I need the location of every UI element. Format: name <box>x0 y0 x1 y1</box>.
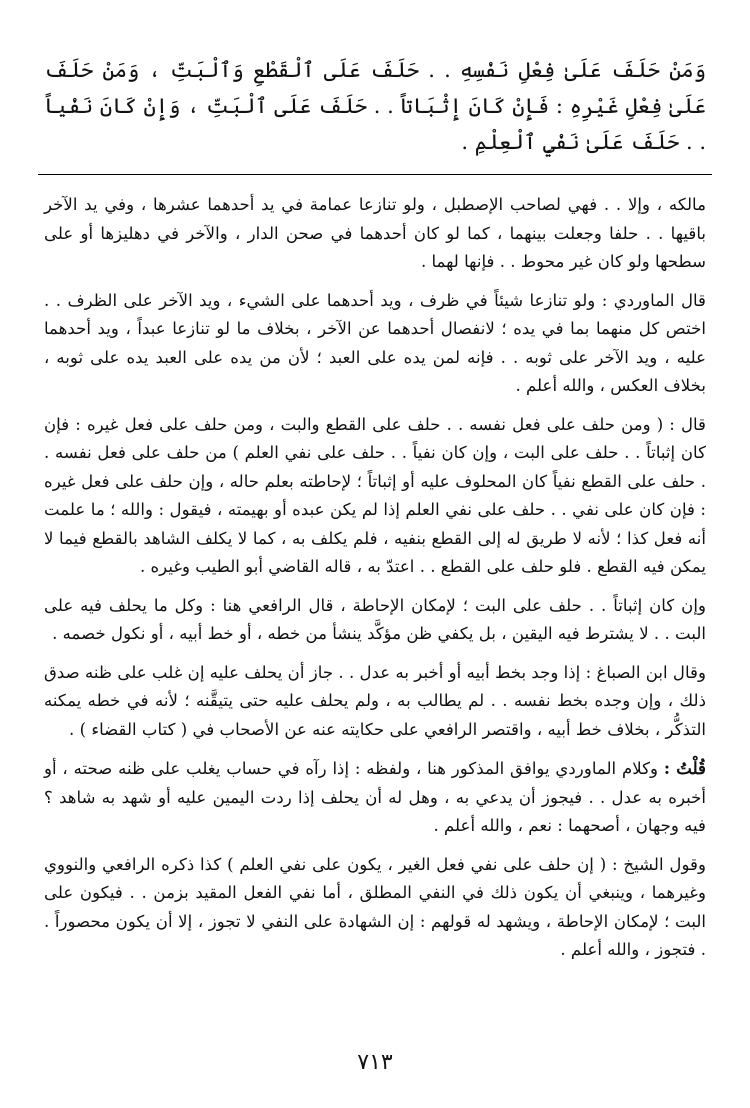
main-text: وَمَنْ حَلَفَ عَلَىٰ فِعْلِ نَفْسِهِ . . حَلَفَ عَلَى ٱلْقَطْعِ وَٱلْبَتِّ ، وَمَنْ حَلَفَ عَلَىٰ فِعْلِ غَيْرِهِ : فَإِنْ كَانَ إِثْبَاتاً . . حَلَفَ عَلَى ٱلْبَتِّ ، وَإِنْ كَانَ نَفْياً . . حَلَفَ عَلَىٰ نَفْيِ ٱلْعِلْمِ . <box>44 58 706 154</box>
paragraph-5: وقال ابن الصباغ : إذا وجد بخط أبيه أو أخبر به عدل . . جاز أن يحلف عليه إن غلب على ظنه صدق ذلك ، وإن وجده بخط نفسه . . لم يطالب به ، ولم يحلف عليه حتى يتيقَّنه ؛ لأنه في خطه يمكنه التذكُّر ، بخلاف خط أبيه ، واقتصر الرافعي على حكايته عنه عن الأصحاب في ( كتاب القضاء ) . <box>44 662 706 739</box>
paragraph-3: قال : ( ومن حلف على فعل نفسه . . حلف على القطع والبت ، ومن حلف على فعل غيره : فإن كان إثباتاً . . حلف على البت ، وإن كان نفياً . . حلف على نفي العلم ) من حلف على فعل نفسه . . حلف على القطع نفياً كان المحلوف عليه أو إثباتاً ؛ لإحاطته بعلم حاله ، وإن حلف على فعل غيره : فإن كان على نفي . . حلف على نفي العلم إذا لم يكن عبده أو بهيمته ، فيقول : والله ؛ ما علمت أنه فعل كذا ؛ لأنه لا طريق له إلى القطع بنفيه ، فلم يكلف به ، كما لا يكلف الشاهد بالقطع فيما لا يمكن فيه القطع . فلو حلف على القطع . . اعتدّ به ، قاله القاضي أبو الطيب وغيره . <box>44 414 706 576</box>
commentary <box>44 191 706 965</box>
paragraph-4: وإن كان إثباتاً . . حلف على البت ؛ لإمكان الإحاطة ، قال الرافعي هنا : وكل ما يحلف فيه على البت . . لا يشترط فيه اليقين ، بل يكفي ظن مؤكَّد ينشأ من خطه ، أو خط أبيه ، أو نكول خصمه . <box>44 595 706 643</box>
page-number: ٧١٣ <box>357 1050 393 1075</box>
separator-line <box>38 174 712 175</box>
paragraph-2: قال الماوردي : ولو تنازعا شيئاً في ظرف ، ويد أحدهما على الشيء ، ويد الآخر على الظرف . . اختص كل منهما بما في يده ؛ لانفصال أحدهما عن الآخر ، بخلاف ما لو تنازعا عبداً ، ويد أحدهما عليه ، ويد الآخر على ثوبه . . فإنه لمن يده على العبد ؛ لأن من يده على العبد يده على ثوبه ، بخلاف العكس ، والله أعلم . <box>44 290 706 395</box>
paragraph-7: وقول الشيخ : ( إن حلف على نفي فعل الغير ، يكون على نفي العلم ) كذا ذكره الرافعي والنووي وغيرهما ، وينبغي أن يكون ذلك في النفي المطلق ، أما نفي الفعل المقيد بزمن . . فيكون على البت ؛ لإمكان الإحاطة ، ويشهد له قولهم : إن الشهادة على النفي لا تجوز ، إلا أن يكون محصوراً . . فتجوز ، والله أعلم . <box>44 854 706 959</box>
paragraph-6-text: وكلام الماوردي يوافق المذكور هنا ، ولفظه : إذا رآه في حساب يغلب على ظنه صحته ، أو أخبره به عدل . . فيجوز أن يدعي به ، وهل له أن يحلف إذا ردت اليمين عليه أو شهد به شاهد ؟ فيه وجهان ، أصحهما : نعم ، والله أعلم . <box>44 759 706 835</box>
paragraph-6 <box>44 754 706 841</box>
qultu-label: قُلْتُ : <box>663 758 706 778</box>
paragraph-1: مالكه ، وإلا . . فهي لصاحب الإصطبل ، ولو تنازعا عمامة في يد أحدهما عشرها ، وفي يد الآخر باقيها . . حلفا وجعلت بينهما ، كما لو كان أحدهما في صحن الدار ، والآخر في دهليزها أو على سطحها ولو كان غير محوط . . فإنها لهما . <box>44 195 706 271</box>
